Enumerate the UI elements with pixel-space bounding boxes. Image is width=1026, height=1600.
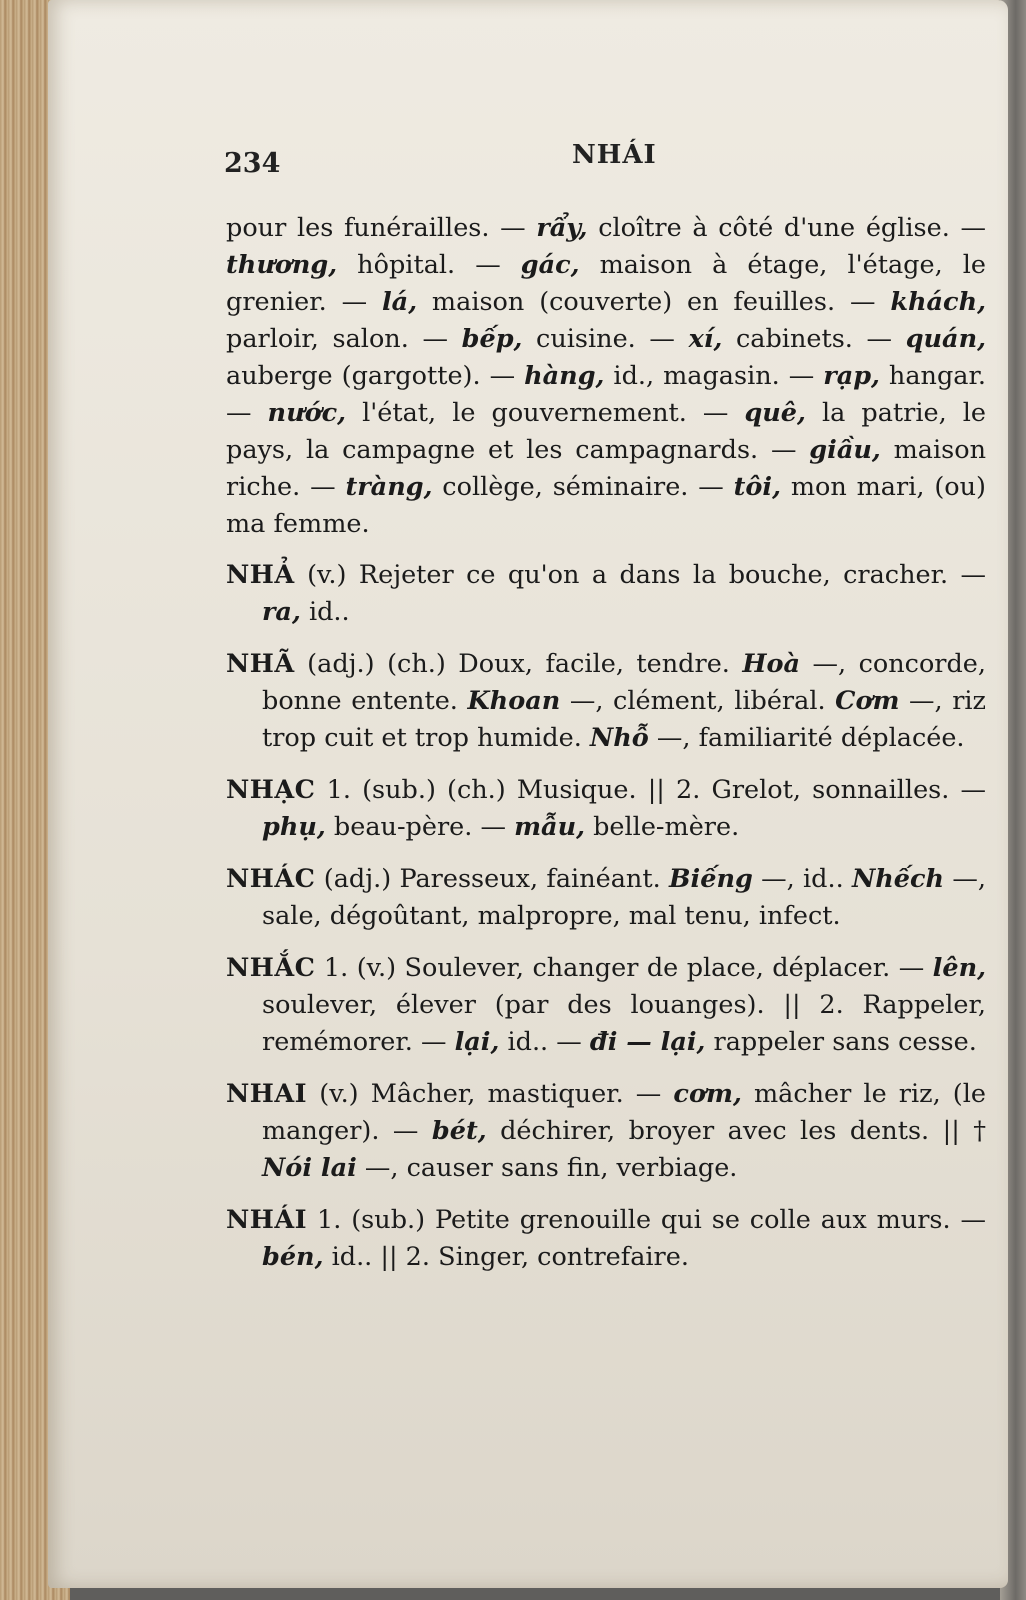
text-run: 1. (sub.) (ch.) Musique. || 2. Grelot, sonnailles. — bbox=[315, 775, 986, 805]
text-run: l'état, le gouvernement. — bbox=[346, 398, 745, 428]
text-run: déchirer, broyer avec les dents. || † bbox=[486, 1116, 986, 1146]
text-run: —, causer sans fin, verbiage. bbox=[356, 1153, 738, 1183]
text-run: rappeler sans cesse. bbox=[705, 1027, 977, 1057]
text-run: la patrie, le pays, la campagne et les campagnards. — bbox=[226, 398, 986, 465]
entry-headword: NHAI bbox=[226, 1079, 308, 1109]
dictionary-page bbox=[48, 0, 1008, 1588]
text-run: id.. bbox=[300, 597, 350, 627]
text-run: maison (couverte) en feuilles. — bbox=[417, 287, 891, 317]
entry-headword: NHẮC bbox=[226, 953, 316, 983]
vietnamese-term: lên, bbox=[932, 953, 986, 983]
vietnamese-term: Nói lai bbox=[262, 1153, 357, 1183]
text-run: id., magasin. — bbox=[604, 361, 824, 391]
vietnamese-term: mẫu, bbox=[514, 812, 585, 842]
text-run: collège, séminaire. — bbox=[432, 472, 734, 502]
vietnamese-term: thương, bbox=[226, 250, 338, 280]
vietnamese-term: phụ, bbox=[262, 812, 326, 842]
dictionary-entry bbox=[226, 861, 986, 935]
text-run: mon mari, (ou) ma femme. bbox=[226, 472, 986, 539]
dictionary-entry bbox=[226, 950, 986, 1061]
text-run: —, id.. bbox=[752, 864, 852, 894]
page-body bbox=[226, 210, 986, 1291]
text-run: belle-mère. bbox=[585, 812, 740, 842]
page-number: 234 bbox=[224, 148, 281, 179]
vietnamese-term: Nhỗ bbox=[589, 723, 649, 753]
vietnamese-term: nước, bbox=[267, 398, 347, 428]
vietnamese-term: quán, bbox=[905, 324, 986, 354]
vietnamese-term: khách, bbox=[890, 287, 986, 317]
vietnamese-term: Hoà bbox=[742, 649, 801, 679]
text-run: cloître à côté d'une église. — bbox=[587, 213, 987, 243]
entry-headword: NHẠC bbox=[226, 775, 316, 805]
text-run: cuisine. — bbox=[522, 324, 689, 354]
entry-headword: NHÁC bbox=[226, 864, 316, 894]
text-run: —, clément, libéral. bbox=[560, 686, 836, 716]
text-run: maison à étage, l'étage, le grenier. — bbox=[226, 250, 986, 317]
text-run: cabinets. — bbox=[722, 324, 906, 354]
vietnamese-term: bét, bbox=[431, 1116, 487, 1146]
dictionary-entry bbox=[226, 557, 986, 631]
vietnamese-term: Cơm bbox=[835, 686, 900, 716]
vietnamese-term: ra, bbox=[262, 597, 301, 627]
vietnamese-term: tràng, bbox=[345, 472, 433, 502]
entry-headword: NHẢ bbox=[226, 560, 295, 590]
dictionary-entry bbox=[226, 772, 986, 846]
text-run: pour les funérailles. — bbox=[226, 213, 537, 243]
text-run: maison riche. — bbox=[226, 435, 986, 502]
entry-headword: NHÃ bbox=[226, 649, 295, 679]
vietnamese-term: đi — lại, bbox=[589, 1027, 706, 1057]
dictionary-entry bbox=[226, 1076, 986, 1187]
continuation-paragraph bbox=[226, 210, 986, 543]
dictionary-entry bbox=[226, 1202, 986, 1276]
vietnamese-term: bén, bbox=[262, 1242, 324, 1272]
vietnamese-term: hàng, bbox=[524, 361, 605, 391]
text-run: 1. (sub.) Petite grenouille qui se colle aux murs. — bbox=[307, 1205, 986, 1235]
text-run: parloir, salon. — bbox=[226, 324, 462, 354]
vietnamese-term: gác, bbox=[520, 250, 580, 280]
running-head: NHÁI bbox=[572, 140, 657, 170]
text-run: —, sale, dégoûtant, malpropre, mal tenu, infect. bbox=[262, 864, 986, 931]
text-run: hangar. — bbox=[226, 361, 986, 428]
text-run: —, concorde, bonne entente. bbox=[262, 649, 987, 716]
text-run: hôpital. — bbox=[337, 250, 521, 280]
text-run: auberge (gargotte). — bbox=[226, 361, 525, 391]
vietnamese-term: xí, bbox=[688, 324, 723, 354]
text-run: (v.) Rejeter ce qu'on a dans la bouche, cracher. — bbox=[294, 560, 986, 590]
dictionary-entry bbox=[226, 646, 986, 757]
text-run: mâcher le riz, (le manger). — bbox=[262, 1079, 987, 1146]
vietnamese-term: giầu, bbox=[809, 435, 881, 465]
entry-headword: NHÁI bbox=[226, 1205, 308, 1235]
text-run: beau-père. — bbox=[325, 812, 515, 842]
vietnamese-term: Biếng bbox=[668, 864, 753, 894]
vietnamese-term: rạp, bbox=[823, 361, 880, 391]
text-run: —, riz trop cuit et trop humide. bbox=[262, 686, 986, 753]
page-header bbox=[48, 140, 1008, 180]
text-run: (v.) Mâcher, mastiquer. — bbox=[307, 1079, 674, 1109]
text-run: (adj.) (ch.) Doux, facile, tendre. bbox=[294, 649, 743, 679]
vietnamese-term: Nhếch bbox=[851, 864, 945, 894]
vietnamese-term: tôi, bbox=[733, 472, 781, 502]
vietnamese-term: Khoan bbox=[467, 686, 561, 716]
vietnamese-term: quê, bbox=[744, 398, 806, 428]
text-run: (adj.) Paresseux, fainéant. bbox=[315, 864, 669, 894]
text-run: —, familiarité déplacée. bbox=[648, 723, 965, 753]
vietnamese-term: lá, bbox=[381, 287, 418, 317]
vietnamese-term: lại, bbox=[454, 1027, 500, 1057]
vietnamese-term: rẩy, bbox=[536, 213, 588, 243]
text-run: id.. — bbox=[499, 1027, 590, 1057]
text-run: id.. || 2. Singer, contrefaire. bbox=[323, 1242, 689, 1272]
vietnamese-term: bếp, bbox=[461, 324, 523, 354]
text-run: 1. (v.) Soulever, changer de place, déplacer. — bbox=[315, 953, 933, 983]
vietnamese-term: cơm, bbox=[673, 1079, 742, 1109]
text-run: soulever, élever (par des louanges). || 2. Rappeler, remémorer. — bbox=[262, 990, 986, 1057]
